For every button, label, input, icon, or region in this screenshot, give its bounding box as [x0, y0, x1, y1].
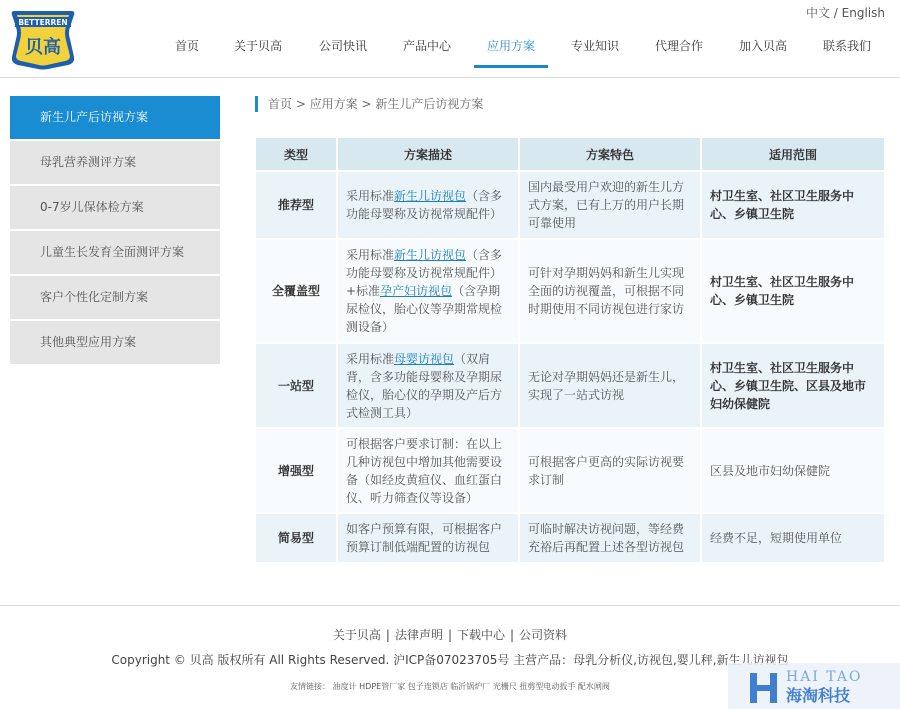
- description-text: 采用标准: [346, 351, 395, 366]
- row-description: [337, 239, 519, 343]
- nav-home[interactable]: 首页: [175, 39, 200, 53]
- row-scope: 经费不足，短期使用单位: [701, 513, 885, 562]
- nav-about[interactable]: 关于贝高: [234, 39, 283, 53]
- footer-divider: [0, 605, 900, 606]
- haitao-h-icon: [750, 673, 777, 703]
- haitao-badge[interactable]: [728, 663, 900, 709]
- logo-text-cn: 贝高: [25, 37, 61, 58]
- row-feature: 国内最受用户欢迎的新生儿方式方案，已有上万的用户长期可靠使用: [519, 171, 701, 239]
- site-header: [0, 0, 900, 78]
- sidebar-item-newborn-visit[interactable]: 新生儿产后访视方案: [10, 96, 220, 139]
- solutions-table: [256, 138, 886, 562]
- nav-knowledge[interactable]: 专业知识: [571, 39, 620, 53]
- footer-separator: |: [510, 628, 515, 642]
- maternal-visit-kit-link[interactable]: 孕产妇访视包: [380, 284, 453, 298]
- row-type: 增强型: [256, 428, 337, 513]
- betterren-logo[interactable]: [8, 7, 78, 71]
- description-text: （含多功能母婴称及访视常规配件）: [346, 189, 503, 221]
- table-row: [256, 513, 885, 562]
- badge-text-cn: 海淘科技: [786, 686, 851, 705]
- row-scope: 区县及地市妇幼保健院: [701, 428, 885, 513]
- table-row: [256, 171, 885, 239]
- footer-separator: |: [447, 628, 453, 642]
- sidebar-item-growth[interactable]: 儿童生长发育全面测评方案: [10, 231, 220, 274]
- nav-products[interactable]: 产品中心: [403, 39, 452, 53]
- description-text: （含多功能母婴称及访视常规配件）+标准: [346, 248, 503, 298]
- sidebar-item-custom[interactable]: 客户个性化定制方案: [10, 276, 220, 319]
- nav-news[interactable]: 公司快讯: [319, 39, 368, 53]
- row-feature: 可根据客户更高的实际访视要求订制: [519, 428, 701, 513]
- table-row: [256, 428, 885, 513]
- nav-solutions[interactable]: 应用方案: [487, 38, 535, 68]
- row-feature: 无论对孕期妈妈还是新生儿，实现了一站式访视: [519, 343, 701, 428]
- row-description: 如客户预算有限，可根据客户预算订制低端配置的访视包: [337, 513, 519, 562]
- nav-contact[interactable]: 联系我们: [823, 39, 872, 53]
- footer-separator: |: [385, 628, 390, 642]
- newborn-visit-kit-link[interactable]: 新生儿访视包: [394, 248, 467, 262]
- friend-links[interactable]: 友情链接： 油度计 HDPE管厂家 包子连锁店 临沂锅炉厂 光栅尺 扭剪型电动扳手 配水闸阀: [290, 682, 610, 691]
- footer-link-legal[interactable]: 法律声明: [394, 628, 443, 642]
- header-divider: [0, 77, 900, 78]
- footer-link-about[interactable]: 关于贝高: [332, 628, 381, 642]
- newborn-visit-kit-link[interactable]: 新生儿访视包: [394, 189, 467, 203]
- breadcrumb: 首页 > 应用方案 > 新生儿产后访视方案: [255, 96, 483, 112]
- column-header-scope: 适用范围: [701, 138, 885, 171]
- nav-join[interactable]: 加入贝高: [739, 39, 788, 53]
- sidebar-item-child-checkup[interactable]: 0-7岁儿保体检方案: [10, 186, 220, 229]
- row-type: 简易型: [256, 513, 337, 562]
- row-scope: 村卫生室、社区卫生服务中心、乡镇卫生院: [701, 171, 885, 239]
- row-scope: 村卫生室、社区卫生服务中心、乡镇卫生院、区县及地市妇幼保健院: [701, 343, 885, 428]
- column-header-features: 方案特色: [519, 138, 701, 171]
- row-description: [337, 171, 519, 239]
- lang-english-link[interactable]: English: [841, 6, 885, 20]
- footer-links: [0, 626, 900, 643]
- language-switch: [806, 4, 885, 21]
- sidebar: [10, 96, 220, 366]
- row-feature: 可针对孕期妈妈和新生儿实现全面的访视覆盖，可根据不同时期使用不同访视包进行家访: [519, 239, 701, 343]
- description-text: （双肩背，含多功能母婴称及孕期尿检仪，胎心仪的孕期及产后方式检测工具）: [346, 351, 503, 420]
- badge-text-en: HAI TAO: [786, 669, 863, 685]
- row-type: 一站型: [256, 343, 337, 428]
- row-type: 全覆盖型: [256, 239, 337, 343]
- sidebar-item-other[interactable]: 其他典型应用方案: [10, 321, 220, 364]
- row-description: [337, 343, 519, 428]
- description-text: 采用标准: [346, 248, 395, 262]
- row-feature: 可临时解决访视问题，等经费充裕后再配置上述各型访视包: [519, 513, 701, 562]
- row-type: 推荐型: [256, 171, 337, 239]
- row-description: 可根据客户要求订制：在以上几种访视包中增加其他需要设备（如经皮黄疸仪、血红蛋白仪、听力筛查仪等设备）: [337, 428, 519, 513]
- nav-agency[interactable]: 代理合作: [655, 39, 704, 53]
- table-header-row: [256, 138, 885, 171]
- mother-baby-visit-kit-link[interactable]: 母婴访视包: [394, 351, 455, 366]
- column-header-type: 类型: [256, 138, 337, 171]
- lang-separator: /: [829, 6, 842, 20]
- footer-link-company-info[interactable]: 公司资料: [519, 628, 568, 642]
- column-header-description: 方案描述: [337, 138, 519, 171]
- logo-text-en: BETTERREN: [18, 18, 68, 27]
- table-row: [256, 239, 885, 343]
- table-row: [256, 343, 885, 428]
- row-scope: 村卫生室、社区卫生服务中心、乡镇卫生院: [701, 239, 885, 343]
- copyright-text: Copyright © 贝高 版权所有 All Rights Reserved. 沪ICP备07023705号 主营产品：母乳分析仪,访视包,婴儿秤,新生儿访视包: [111, 653, 789, 667]
- footer-link-download[interactable]: 下载中心: [457, 628, 506, 642]
- description-text: （含孕期尿检仪，胎心仪等孕期常规检测设备）: [346, 284, 503, 334]
- sidebar-item-breastmilk[interactable]: 母乳营养测评方案: [10, 141, 220, 184]
- description-text: 采用标准: [346, 189, 395, 203]
- lang-chinese-link[interactable]: 中文: [805, 6, 830, 20]
